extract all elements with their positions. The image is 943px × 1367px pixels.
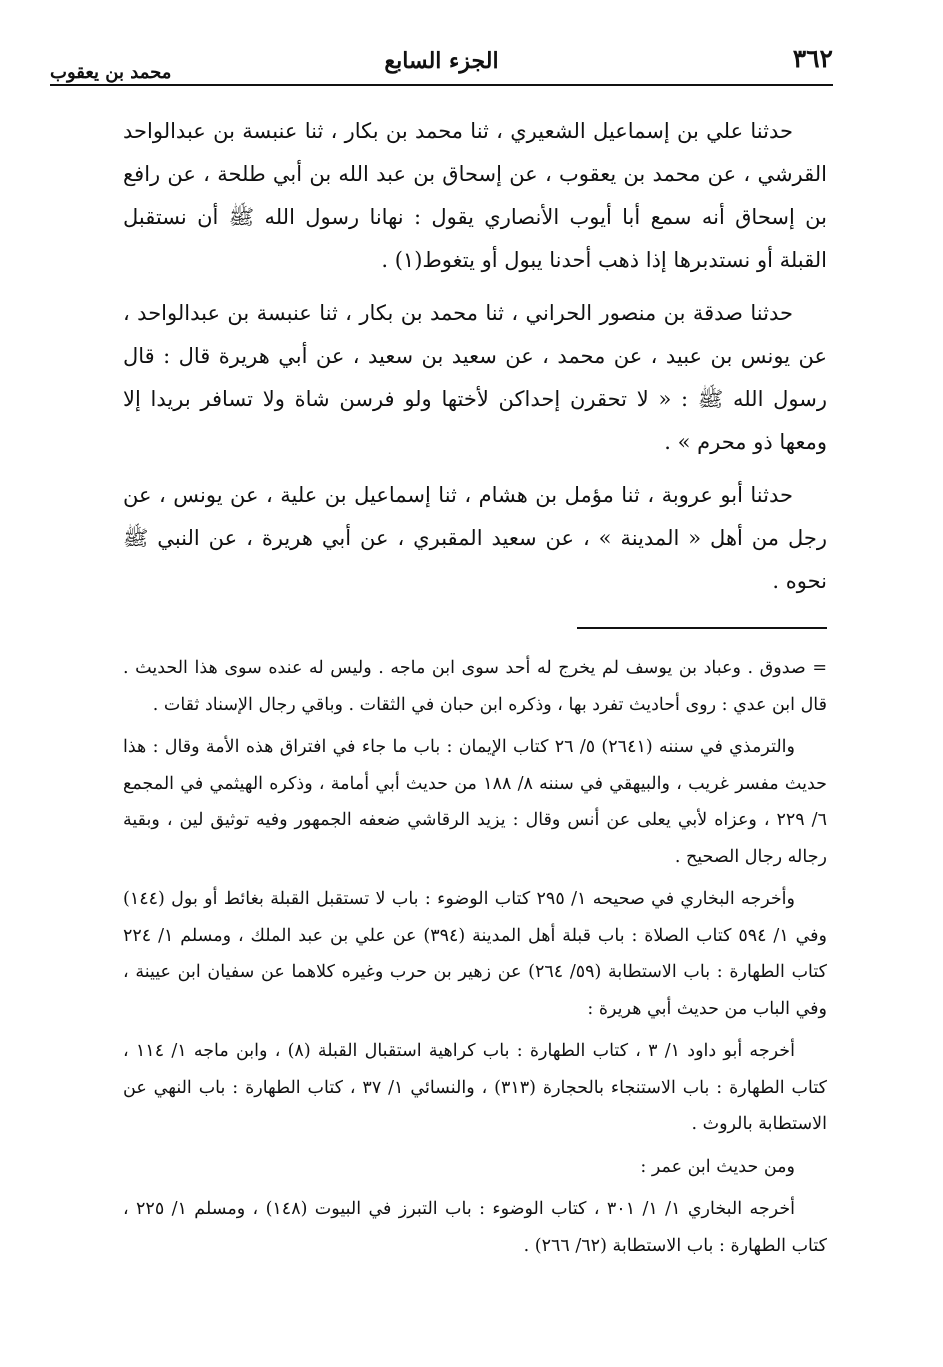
footnote-paragraph: ومن حديث ابن عمر : bbox=[640, 1156, 795, 1177]
footnote-paragraph: أخرجه البخاري ١/ ١/ ٣٠١ ، كتاب الوضوء : باب التبرز في البيوت (١٤٨) ، ومسلم ١/ ٢٢٥ ، كتاب الطهارة : باب الاستطابة (٦٢/ ٢٦٦) . bbox=[123, 1199, 827, 1256]
hadith-paragraph: حدثنا علي بن إسماعيل الشعيري ، ثنا محمد بن بكار ، ثنا عنبسة بن عبدالواحد القرشي ، عن محمد بن يعقوب ، عن إسحاق بن عبد الله بن أبي طلحة ، عن رافع بن إسحاق أنه سمع أبا أيوب الأنصاري يقول : نهانا رسول الله ﷺ أن نستقبل القبلة أو نستدبرها إذا ذهب أحدنا يبول أو يتغوط(١) . bbox=[123, 119, 827, 272]
part-title: الجزء السابع bbox=[384, 48, 499, 74]
footnote-paragraph: = صدوق . وعباد بن يوسف لم يخرج له أحد سوى ابن ماجه . وليس له عنده سوى هذا الحديث . قال ابن عدي : روى أحاديث تفرد بها ، وذكره ابن حبان في الثقات . وباقي رجال الإسناد ثقات . bbox=[123, 658, 827, 715]
footnote-paragraph: والترمذي في سننه (٢٦٤١) ٥/ ٢٦ كتاب الإيمان : باب ما جاء في افتراق هذه الأمة وقال : هذا حديث مفسر غريب ، والبيهقي في سننه ٨/ ١٨٨ من حديث أبي أمامة ، وذكره الهيثمي في المجمع ٦/ ٢٢٩ ، وعزاه لأبي يعلى عن أنس وقال : يزيد الرقاشي ضعفه الجمهور وفيه توثيق لين ، وبقية رجاله رجال الصحيح . bbox=[123, 737, 827, 867]
footnote-separator bbox=[577, 627, 827, 629]
main-text bbox=[123, 110, 827, 613]
running-head-author: محمد بن يعقوب bbox=[50, 62, 172, 83]
hadith-paragraph: حدثنا صدقة بن منصور الحراني ، ثنا محمد بن بكار ، ثنا عنبسة بن عبدالواحد ، عن يونس بن عبيد ، عن محمد ، عن سعيد بن سعيد ، عن أبي هريرة قال : قال رسول الله ﷺ : « لا تحقرن إحداكن لأختها ولو فرسن شاة ولا تسافر بريدا إلا ومعها ذو محرم » . bbox=[123, 301, 827, 454]
page-number: ٣٦٢ bbox=[792, 44, 833, 73]
footnote-paragraph: وأخرجه البخاري في صحيحه ١/ ٢٩٥ كتاب الوضوء : باب لا تستقبل القبلة بغائط أو بول (١٤٤) وفي ١/ ٥٩٤ كتاب الصلاة : باب قبلة أهل المدينة (٣٩٤) عن علي بن عبد الملك ، ومسلم ١/ ٢٢٤ كتاب الطهارة : باب الاستطابة (٥٩/ ٢٦٤) عن زهير بن حرب وغيره كلاهما عن سفيان ابن عيينة ، وفي الباب من حديث أبي هريرة : bbox=[123, 889, 827, 1019]
footnotes bbox=[123, 650, 827, 1270]
footnote-paragraph: أخرجه أبو داود ١/ ٣ ، كتاب الطهارة : باب كراهية استقبال القبلة (٨) ، وابن ماجه ١/ ١١٤ ، كتاب الطهارة : باب الاستنجاء بالحجارة (٣١٣) ، والنسائي ١/ ٣٧ ، كتاب الطهارة : باب النهي عن الاستطابة بالروث . bbox=[123, 1041, 827, 1134]
hadith-paragraph: حدثنا أبو عروبة ، ثنا مؤمل بن هشام ، ثنا إسماعيل بن علية ، عن يونس ، عن رجل من أهل « المدينة » ، عن سعيد المقبري ، عن أبي هريرة ، عن النبي ﷺ نحوه . bbox=[123, 483, 827, 593]
page-header bbox=[50, 44, 833, 86]
